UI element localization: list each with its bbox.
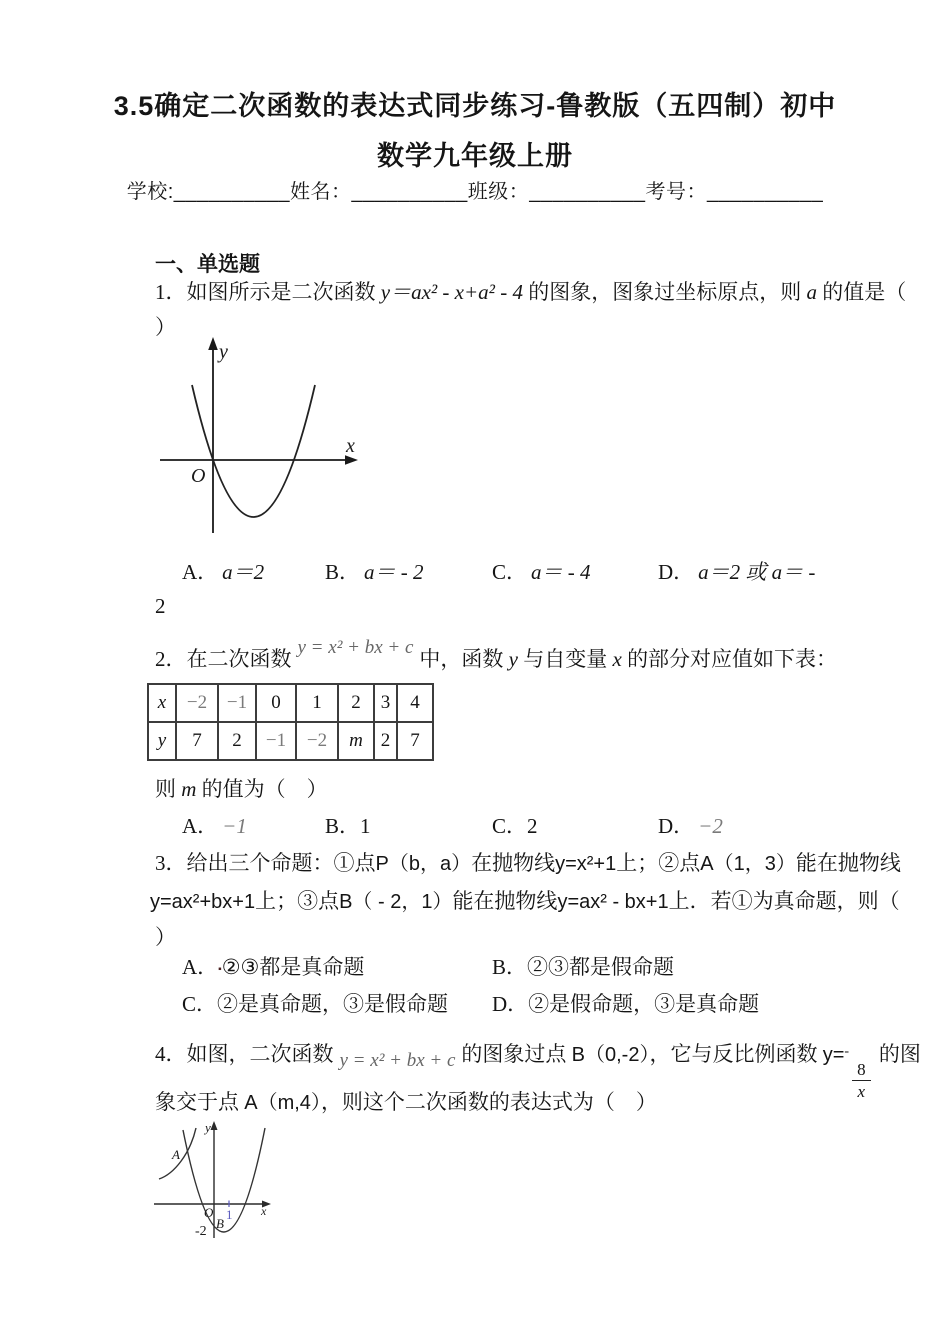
q4-tick-1-label: 1 [226,1207,233,1222]
q1-y-axis-arrow [208,337,218,350]
q3-paren-wrap: ） [155,925,176,949]
table-cell: 0 [256,684,296,722]
q2-options-row [0,810,950,842]
q2-option-d: D． −2 [658,814,723,838]
q2-option-c: C．2 [492,814,538,838]
q1-x-axis-label: x [346,435,355,457]
q2-table-row-x [148,684,433,722]
fraction-minus-sign: - [844,1044,850,1059]
question-1-text [155,276,906,306]
q2-table-row-y [148,722,433,760]
q2-text-pre: 2．在二次函数 [155,647,292,671]
q2-text-mid2: 与自变量 [517,647,613,671]
q1-paren-wrap: ） [155,315,176,339]
question-3-line2: y=ax²+bx+1上；③点B（ - 2，1）能在抛物线y=ax² - bx+1上．若①为真命题，则（ [150,889,900,913]
q4-y-axis-arrow [211,1121,218,1130]
q1-option-b: B． a＝ - 2 [325,560,424,584]
table-cell: 2 [218,722,256,760]
q1-option-a: A． a＝2 [182,560,265,584]
q1-text-post: 的值是（ [816,280,907,304]
q1-y-axis-label: y [219,341,228,363]
q3-options-row-cd [0,988,950,1020]
q1-math-var: a [806,280,817,304]
page-title: 3.5确定二次函数的表达式同步练习-鲁教版（五四制）初中 [113,91,837,121]
table-cell: 7 [176,722,218,760]
q1-options-row [0,556,950,588]
q3-options-row-ab [0,951,950,983]
question-4-line1: 4．如图，二次函数 y = x² + bx + c 的图象过点 B（0,-2），它与反比例函数 y=- $\frac{8}{x}$ 的图 [155,1042,921,1101]
table-cell: 2 [338,684,374,722]
q1-option-d-wrap: 2 [155,594,166,618]
q4-fraction-8-over-x: $\frac{8}{x}$ [852,1061,871,1100]
table-cell: −2 [176,684,218,722]
table-cell: 1 [296,684,338,722]
q4-x-axis-label: x [261,1204,267,1218]
q4-formula-image: y = x² + bx + c [339,1050,456,1071]
q2-after-table-text: 则 m 的值为（ ） [155,777,328,801]
question-4-line2: 象交于点 A（m,4），则这个二次函数的表达式为（ ） [155,1090,657,1114]
table-cell: −1 [256,722,296,760]
table-cell: −2 [296,722,338,760]
table-cell: 4 [397,684,433,722]
q4-y-axis-label: y [205,1120,211,1135]
page-title-line2: 数学九年级上册 [377,141,573,171]
table-cell: −1 [218,684,256,722]
question-2-text [155,637,838,673]
table-cell: 2 [374,722,397,760]
q2-text-mid1: 中，函数 [419,647,509,671]
q2-option-a: A． −1 [182,814,247,838]
q1-origin-label: O [191,465,206,487]
q2-text-post: 的部分对应值如下表： [621,647,838,671]
table-cell: x [148,684,176,722]
table-cell: m [338,722,374,760]
q4-point-b-label: B [216,1216,224,1231]
q3-option-b: B．②③都是假命题 [492,955,675,979]
q1-option-d: D． a＝2 或 a＝ - [658,560,816,584]
student-info-line: 学校:__________姓名：__________班级：__________考号：__________ [126,181,824,203]
stray-bullet-mark: ▪ [218,964,222,975]
q4-origin-label: O [204,1205,214,1220]
table-cell: y [148,722,176,760]
q1-parabola-curve [192,385,315,517]
section-heading: 一、单选题 [155,253,260,276]
q1-text-mid: 的图象，图象过坐标原点，则 [522,280,807,304]
q1-parabola-graph [155,335,370,545]
q2-option-b: B．1 [325,814,371,838]
q4-neg2-label: -2 [195,1224,207,1239]
q2-formula-image: y = x² + bx + c [297,637,414,658]
table-cell: 3 [374,684,397,722]
q1-option-c: C． a＝ - 4 [492,560,591,584]
q2-value-table [147,683,434,761]
table-cell: 7 [397,722,433,760]
q3-option-d: D．②是假命题，③是真命题 [492,992,760,1016]
q4-parabola-curve [183,1128,265,1232]
q2-var-m: m [181,777,197,801]
q1-text-pre: 1．如图所示是二次函数 [155,280,381,304]
q4-point-a-label: A [172,1147,180,1162]
q1-math-expression: y＝ax² - x+a² - 4 [380,280,523,304]
q3-option-a: A．▪②③都是真命题 [182,955,365,979]
question-3-line1: 3．给出三个命题：①点P（b，a）在抛物线y=x²+1上；②点A（1，3）能在抛物线 [155,851,901,875]
q3-option-c: C．②是真命题，③是假命题 [182,992,449,1016]
q4-parabola-hyperbola-graph [150,1118,300,1253]
q2-var-y: y [508,647,518,671]
q2-var-x: x [612,647,622,671]
